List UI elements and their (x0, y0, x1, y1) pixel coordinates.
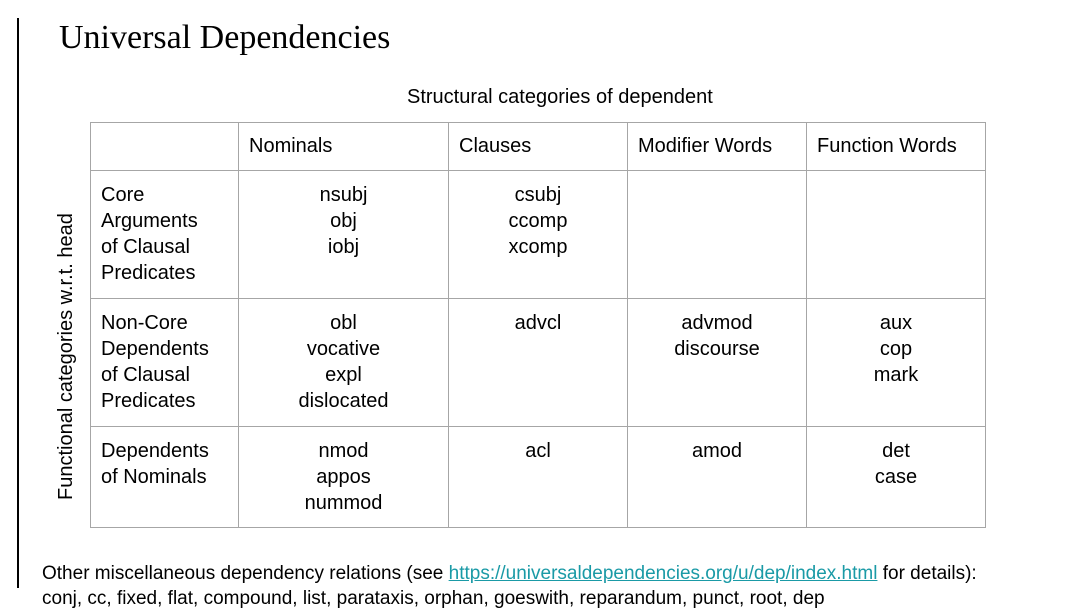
relation-label: aux (879, 312, 913, 334)
relation-label: discourse (674, 338, 760, 360)
relation-label: cop (879, 338, 913, 360)
cell-nominal-deps-modifier-words (628, 427, 807, 528)
relation-label: csubj (514, 184, 562, 206)
row-label-line: of Nominals (101, 466, 207, 488)
header-corner-cell (91, 123, 239, 171)
row-label-line: of Clausal (101, 236, 190, 258)
footer-prefix: Other miscellaneous dependency relations (see (42, 563, 449, 584)
table-row-core-arguments (91, 171, 986, 299)
relation-label: nummod (304, 492, 383, 514)
cell-core-clauses (449, 171, 628, 299)
row-label-core-arguments (91, 171, 239, 299)
relation-label: advcl (514, 312, 562, 334)
page-title: Universal Dependencies (59, 19, 391, 56)
header-function-words: Function Words (807, 123, 986, 171)
row-axis-caption: Functional categories w.r.t. head (55, 213, 77, 500)
cell-nominal-deps-clauses (449, 427, 628, 528)
row-label-line: Non-Core (101, 312, 188, 334)
cell-nominal-deps-function-words (807, 427, 986, 528)
footer-line-1 (42, 561, 977, 586)
row-label-line: Predicates (101, 262, 196, 284)
relation-label: advmod (681, 312, 753, 334)
row-label-non-core-dependents (91, 299, 239, 427)
footer-suffix: for details): (877, 563, 977, 584)
cell-nominal-deps-nominals (239, 427, 449, 528)
cell-core-nominals (239, 171, 449, 299)
row-label-line: of Clausal (101, 364, 190, 386)
left-vertical-rule (17, 18, 19, 588)
relation-label: dislocated (298, 390, 389, 412)
cell-noncore-function-words (807, 299, 986, 427)
footer-line-2: conj, cc, fixed, flat, compound, list, parataxis, orphan, goeswith, reparandum, punct, root, dep (42, 588, 825, 609)
table-header-row (91, 123, 986, 171)
relation-label: obj (330, 210, 357, 232)
cell-noncore-clauses (449, 299, 628, 427)
relation-label: ccomp (508, 210, 568, 232)
relation-label: expl (325, 364, 362, 386)
ud-docs-link[interactable]: https://universaldependencies.org/u/dep/index.html (448, 563, 878, 584)
row-label-line: Dependents (101, 338, 209, 360)
relation-label: amod (691, 440, 743, 462)
row-label-dependents-of-nominals (91, 427, 239, 528)
footer-note (42, 561, 977, 611)
row-label-line: Arguments (101, 210, 198, 232)
cell-core-modifier-words (628, 171, 807, 299)
relation-label: iobj (327, 236, 360, 258)
row-label-line: Predicates (101, 390, 196, 412)
relation-label: nmod (318, 440, 369, 462)
header-clauses: Clauses (449, 123, 628, 171)
header-modifier-words: Modifier Words (628, 123, 807, 171)
relation-label: nsubj (319, 184, 368, 206)
cell-noncore-nominals (239, 299, 449, 427)
row-label-line: Dependents (101, 440, 209, 462)
table-row-dependents-of-nominals (91, 427, 986, 528)
row-label-line: Core (101, 184, 145, 206)
relation-label: mark (873, 364, 919, 386)
column-axis-caption: Structural categories of dependent (407, 86, 713, 108)
dependency-relations-table (90, 122, 986, 528)
relation-label: acl (525, 440, 551, 462)
relation-label: case (874, 466, 918, 488)
table-row-non-core-dependents (91, 299, 986, 427)
relation-label: det (882, 440, 910, 462)
relation-label: vocative (306, 338, 381, 360)
relation-label: obl (330, 312, 357, 334)
relation-label: xcomp (508, 236, 568, 258)
cell-core-function-words (807, 171, 986, 299)
cell-noncore-modifier-words (628, 299, 807, 427)
relation-label: appos (316, 466, 371, 488)
header-nominals: Nominals (239, 123, 449, 171)
